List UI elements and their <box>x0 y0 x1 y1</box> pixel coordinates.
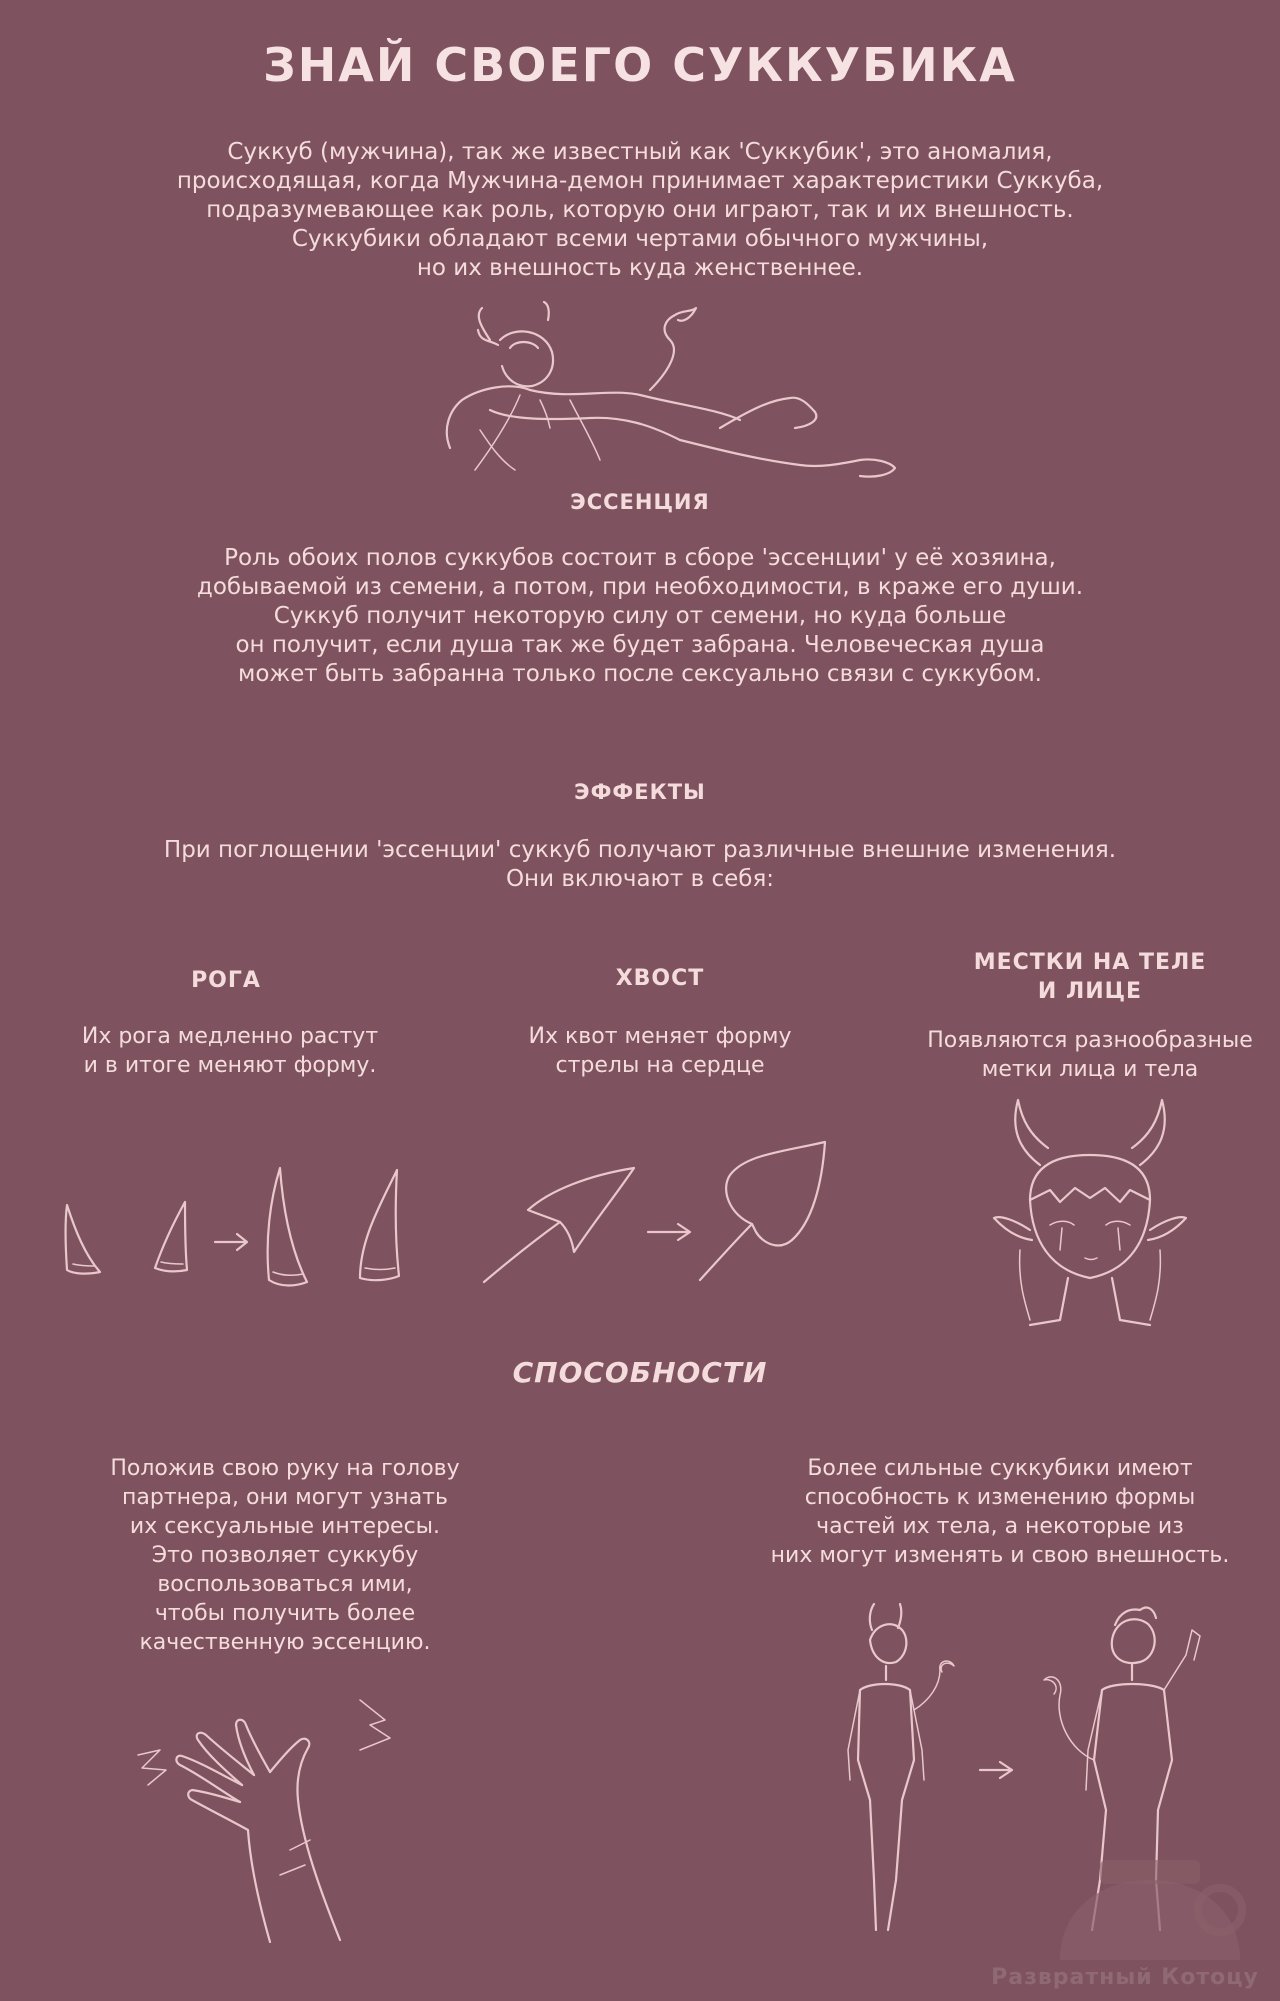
intro-text: Суккуб (мужчина), так же известный как 'Суккубик', это аномалия, происходящая, когда Мужчина-демон принимает характеристики Суккуба, подразумевающее как роль, которую они играют, так и их внешность. Суккубики обладают всеми чертами обычного мужчины, но их внешность куда женственнее. <box>176 139 1104 281</box>
face-markings-illustration <box>990 1090 1190 1330</box>
abilities-left-text: Положив свою руку на голову партнера, они могут узнать их сексуальные интересы. Это позволяет суккубу воспользоваться ими, чтобы получить более качественную эссенцию. <box>110 1456 460 1655</box>
abilities-heading: СПОСОБНОСТИ <box>512 1356 768 1389</box>
horns-growth-illustration <box>55 1160 415 1300</box>
tail-heading: ХВОСТ <box>615 966 705 991</box>
page-title: ЗНАЙ СВОЕГО СУККУБИКА <box>263 38 1017 92</box>
horns-text: Их рога медленно растут и в итоге меняют форму. <box>81 1024 379 1078</box>
reclining-succubus-illustration <box>420 300 940 490</box>
tail-shape-illustration <box>480 1130 860 1290</box>
effects-heading: ЭФФЕКТЫ <box>574 780 706 804</box>
essence-heading: ЭССЕНЦИЯ <box>570 490 710 514</box>
watermark-logo-icon <box>1040 1850 1260 1970</box>
markings-heading: МЕСТКИ НА ТЕЛЕ И ЛИЦЕ <box>973 950 1207 1004</box>
effects-text: При поглощении 'эссенции' суккуб получают различные внешние изменения. Они включают в себя: <box>163 837 1117 892</box>
abilities-right-text: Более сильные суккубики имеют способность к изменению формы частей их тела, а некоторые из них могут изменять и свою внешность. <box>770 1456 1230 1568</box>
tail-text: Их квот меняет форму стрелы на сердце <box>528 1024 792 1078</box>
hand-on-head-illustration <box>130 1680 450 1950</box>
markings-text: Появляются разнообразные метки лица и тела <box>927 1028 1253 1082</box>
watermark-text: Развратный Котоцу <box>991 1965 1259 1990</box>
essence-text: Роль обоих полов суккубов состоит в сборе 'эссенции' у её хозяина, добываемой из семени, а потом, при необходимости, в краже его души. Суккуб получит некоторую силу от семени, но куда больше он получит, если душа так же будет забрана. Человеческая душа может быть забранна только после сексуально связи с суккубом. <box>196 545 1084 687</box>
horns-heading: РОГА <box>191 968 261 993</box>
